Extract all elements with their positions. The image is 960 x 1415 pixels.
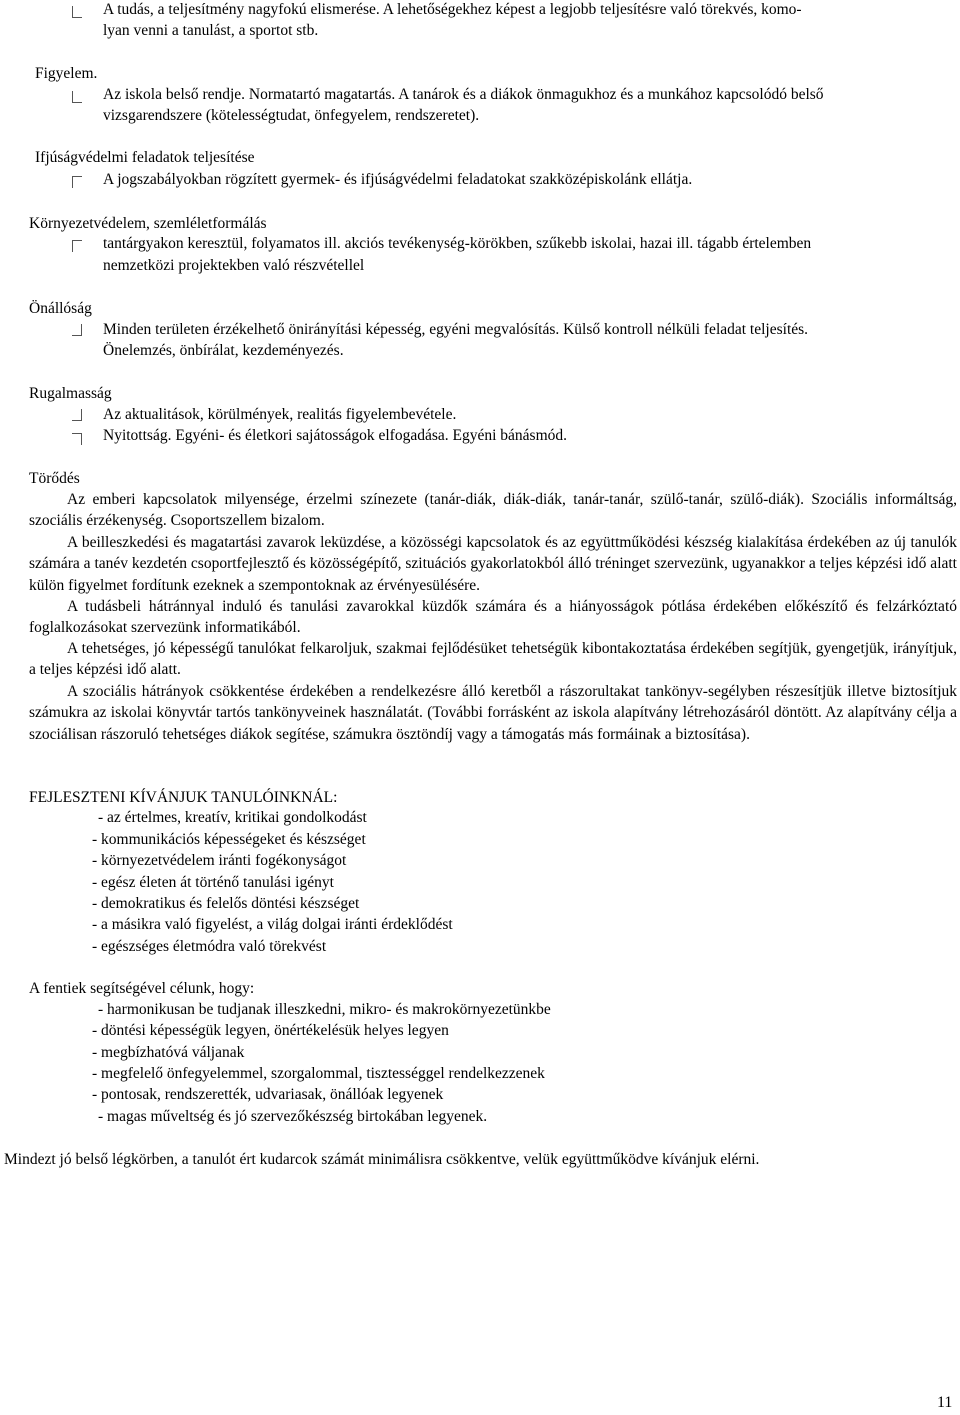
section-heading: A fentiek segítségével célunk, hogy: xyxy=(29,980,255,997)
text-line: A tudás, a teljesítmény nagyfokú elismerése. A lehetőségekhez képest a legjobb teljesítésre való törekvés, komo- xyxy=(103,1,802,18)
bullet-icon xyxy=(72,433,82,445)
list-item: - magas műveltség és jó szervezőkészség birtokában legyenek. xyxy=(98,1108,488,1125)
list-item: - egész életen át történő tanulási igényt xyxy=(92,874,334,891)
paragraph-text: A tehetséges, jó képességű tanulókat felkaroljuk, szakmai fejlődésüket tehetségük kibontakoztatása érdekében segítjük, gyengetjük, irányítjuk, a teljes képzési idő alatt. xyxy=(29,640,957,679)
list-item: - megfelelő önfegyelemmel, szorgalommal, tisztességgel rendelkezzenek xyxy=(92,1065,545,1082)
paragraph xyxy=(29,596,957,639)
section-heading: Figyelem. xyxy=(35,65,98,82)
list-item: - az értelmes, kreatív, kritikai gondolkodást xyxy=(98,809,367,826)
section-heading: FEJLESZTENI KÍVÁNJUK TANULÓINKNÁL: xyxy=(29,789,338,806)
list-item: - döntési képességük legyen, önértékelésük helyes legyen xyxy=(92,1022,449,1039)
text-line: Az iskola belső rendje. Normatartó magatartás. A tanárok és a diákok önmagukhoz és a munkához kapcsolódó belső xyxy=(103,86,824,103)
bullet-icon xyxy=(72,6,82,18)
list-item: - megbízhatóvá váljanak xyxy=(92,1044,245,1061)
list-item: - harmonikusan be tudjanak illeszkedni, mikro- és makrokörnyezetünkbe xyxy=(98,1001,551,1018)
paragraph xyxy=(29,638,957,681)
text-line: tantárgyakon keresztül, folyamatos ill. akciós tevékenység-körökben, szűkebb iskolai, hazai ill. tágabb értelemben xyxy=(103,235,812,252)
bullet-icon xyxy=(72,91,82,103)
list-item: - a másikra való figyelést, a világ dolgai iránti érdeklődést xyxy=(92,916,453,933)
section-heading: Törődés xyxy=(29,470,80,487)
paragraph xyxy=(29,681,957,745)
section-heading: Rugalmasság xyxy=(29,385,112,402)
text-line: Az aktualitások, körülmények, realitás figyelembevétele. xyxy=(103,406,457,423)
bullet-icon xyxy=(72,240,82,252)
bullet-icon xyxy=(72,409,82,421)
list-item: - környezetvédelem iránti fogékonyságot xyxy=(92,852,347,869)
bullet-icon xyxy=(72,324,82,336)
text-line: Nyitottság. Egyéni- és életkori sajátosságok elfogadása. Egyéni bánásmód. xyxy=(103,427,568,444)
list-item: - demokratikus és felelős döntési készséget xyxy=(92,895,360,912)
bullet-icon xyxy=(72,176,82,188)
section-heading: Önállóság xyxy=(29,300,92,317)
paragraph-text: Az emberi kapcsolatok milyensége, érzelmi színezete (tanár-diák, diák-diák, tanár-tanár, szülő-tanár, szülő-diák). Szociális informáltság, szociális érzékenység. Csoportszellem bizalom. xyxy=(29,491,957,530)
text-line: Önelemzés, önbírálat, kezdeményezés. xyxy=(103,342,344,359)
paragraph xyxy=(29,489,957,532)
list-item: - kommunikációs képességeket és készséget xyxy=(92,831,366,848)
text-line: A jogszabályokban rögzített gyermek- és ifjúságvédelmi feladatokat szakközépiskolánk ellátja. xyxy=(103,171,693,188)
section-heading: Környezetvédelem, szemléletformálás xyxy=(29,215,267,232)
text-line: vizsgarendszere (kötelességtudat, önfegyelem, rendszeretet). xyxy=(103,107,480,124)
text-line: lyan venni a tanulást, a sportot stb. xyxy=(103,22,319,39)
paragraph-text: A tudásbeli hátránnyal induló és tanulási zavarokkal küzdők számára és a hiányosságok pótlása érdekében előkészítő és felzárkóztató foglalkozásokat szervezünk informatikából. xyxy=(29,598,957,637)
closing-text: Mindezt jó belső légkörben, a tanulót ért kudarcok számát minimálisra csökkentve, velük együttműködve kívánjuk elérni. xyxy=(4,1151,760,1168)
page-number: 11 xyxy=(937,1394,953,1411)
paragraph xyxy=(29,532,957,596)
list-item: - pontosak, rendszerették, udvariasak, önállóak legyenek xyxy=(92,1086,444,1103)
paragraph-text: A szociális hátrányok csökkentése érdekében a rendelkezésre álló keretből a rászorultakat tankönyv-segélyben részesítjük illetve biztosítjuk számukra az iskolai könyvtár tartós tankönyveinek használatát. (További forrásként az iskola alapítvány létrehozásáról döntött. Az alapítvány célja a szociálisan rászoruló tehetséges diákok segítése, számukra ösztöndíj vagy a támogatás más formáinak a biztosítása). xyxy=(29,683,957,743)
text-line: Minden területen érzékelhető önirányítási képesség, egyéni megvalósítás. Külső kontroll nélküli feladat teljesítés. xyxy=(103,321,809,338)
paragraph-text: A beilleszkedési és magatartási zavarok leküzdése, a közösségi kapcsolatok és az együttműködési készség kialakítása érdekében az új tanulók számára a tanév kezdetén csoportfejlesztő és közösségépítő, szituációs gyakorlatokból álló tréninget szervezünk, ugyanakkor a teljes képzési idő alatt külön figyelmet fordítunk ezeknek a szempontoknak az érvényesülésére. xyxy=(29,534,957,594)
list-item: - egészséges életmódra való törekvést xyxy=(92,938,327,955)
section-heading: Ifjúságvédelmi feladatok teljesítése xyxy=(35,149,255,166)
text-line: nemzetközi projektekben való részvétellel xyxy=(103,257,365,274)
